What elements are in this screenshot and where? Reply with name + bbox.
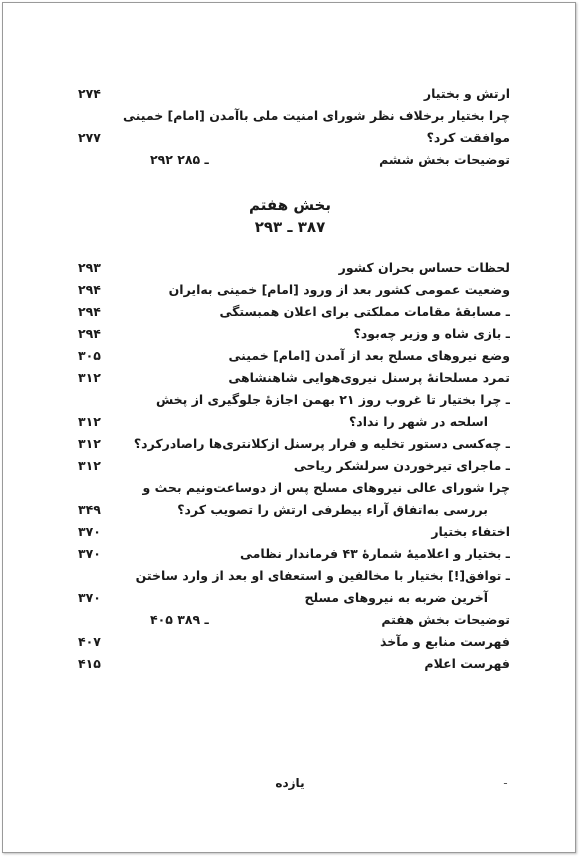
- entry-title: ـ بازی شاه و وزیر چه‌بود؟: [353, 326, 510, 341]
- toc-entry[interactable]: [78, 368, 510, 388]
- entry-title: آخرین ضربه به نیروهای مسلح: [304, 590, 488, 605]
- toc-entry[interactable]: [78, 610, 510, 630]
- toc-entry[interactable]: [78, 434, 510, 454]
- entry-page: ۳۱۲: [78, 458, 101, 473]
- toc-entry[interactable]: [78, 302, 510, 322]
- entry-title: ـ چه‌کسی دستور تخلیه و فرار پرسنل ازکلانتری‌ها راصادرکرد؟: [133, 436, 510, 451]
- entry-title: تمرد مسلحانهٔ پرسنل نیروی‌هوایی شاهنشاهی: [228, 370, 510, 385]
- entry-title: لحظات حساس بحران کشور: [338, 260, 510, 275]
- entry-page: ۲۹۴: [78, 282, 101, 297]
- entry-page: ۳۷۰: [78, 524, 101, 539]
- entry-title: اسلحه در شهر را نداد؟: [349, 414, 488, 429]
- toc-entry[interactable]: [78, 522, 510, 542]
- toc-entry[interactable]: [78, 632, 510, 652]
- entry-page: ۲۹۳: [78, 260, 101, 275]
- toc-entry[interactable]: [78, 544, 510, 564]
- entry-page: ۳۷۰: [78, 546, 101, 561]
- entry-title: اختفاء بختیار: [431, 524, 510, 539]
- toc-entry[interactable]: [78, 84, 510, 104]
- entry-page: ۳۱۲: [78, 370, 101, 385]
- print-mark: ـ: [504, 776, 507, 787]
- entry-page: ۳۷۰: [78, 590, 101, 605]
- entry-page-range: ۴۰۵ ـ ۳۸۹: [150, 612, 209, 627]
- entry-page: ۳۱۲: [78, 414, 101, 429]
- entry-title: ـ ماجرای تیرخوردن سرلشکر ریاحی: [293, 458, 510, 473]
- entry-page: ۲۷۷: [78, 130, 101, 145]
- entry-title: وضع نیروهای مسلح بعد از آمدن [امام] خمینی: [228, 348, 510, 363]
- entry-title: ـ مسابقهٔ مقامات مملکتی برای اعلان همبستگی: [219, 304, 510, 319]
- entry-title: بررسی به‌اتفاق آراء بیطرفی ارتش را تصویب کرد؟: [177, 502, 488, 517]
- page-number-footer: یازده: [275, 776, 305, 790]
- section-range: ۳۸۷ ـ ۲۹۳: [254, 218, 326, 236]
- toc-entry[interactable]: [78, 106, 510, 126]
- entry-title: ـ توافق[!] بختیار با مخالفین و استعفای او بعد از وارد ساختن: [135, 568, 510, 583]
- entry-page: ۲۹۴: [78, 304, 101, 319]
- toc-entry[interactable]: [78, 456, 510, 476]
- entry-title: وضعیت عمومی کشور بعد از ورود [امام] خمینی به‌ایران: [168, 282, 510, 297]
- entry-title: فهرست منابع و مآخذ: [380, 634, 510, 649]
- entry-title: موافقت کرد؟: [426, 130, 510, 145]
- toc-entry[interactable]: [78, 280, 510, 300]
- toc-entry[interactable]: [78, 390, 510, 410]
- toc-entry[interactable]: [78, 258, 510, 278]
- entry-title: توضیحات بخش هفتم: [381, 612, 510, 627]
- entry-page: ۳۰۵: [78, 348, 101, 363]
- entry-title: ارتش و بختیار: [423, 86, 510, 101]
- entry-page: ۲۷۴: [78, 86, 101, 101]
- entry-page: ۳۱۲: [78, 436, 101, 451]
- toc-entry[interactable]: [78, 150, 510, 170]
- entry-title: چرا شورای عالی نیروهای مسلح پس از دوساعت‌ونیم بحث و: [142, 480, 510, 495]
- toc-entry[interactable]: [78, 478, 510, 498]
- toc-entry[interactable]: [78, 500, 510, 520]
- toc-entry[interactable]: [78, 128, 510, 148]
- toc-entry[interactable]: [78, 412, 510, 432]
- entry-page-range: ۲۹۲ ـ ۲۸۵: [150, 152, 209, 167]
- toc-entry[interactable]: [78, 654, 510, 674]
- entry-title: توضیحات بخش ششم: [379, 152, 510, 167]
- entry-page: ۴۰۷: [78, 634, 101, 649]
- entry-page: ۴۱۵: [78, 656, 101, 671]
- entry-page: ۲۹۴: [78, 326, 101, 341]
- toc-entry[interactable]: [78, 566, 510, 586]
- entry-title: ـ چرا بختیار تا غروب روز ۲۱ بهمن اجازهٔ جلوگیری از پخش: [155, 392, 510, 407]
- section-title: بخش هفتم: [249, 196, 331, 214]
- entry-title: چرا بختیار برخلاف نظر شورای امنیت ملی باآمدن [امام] خمینی: [122, 108, 510, 123]
- entry-page: ۳۴۹: [78, 502, 101, 517]
- entry-title: فهرست اعلام: [424, 656, 510, 671]
- entry-title: ـ بختیار و اعلامیهٔ شمارهٔ ۴۳ فرماندار نظامی: [240, 546, 510, 561]
- toc-entry[interactable]: [78, 346, 510, 366]
- toc-entry[interactable]: [78, 588, 510, 608]
- toc-entry[interactable]: [78, 324, 510, 344]
